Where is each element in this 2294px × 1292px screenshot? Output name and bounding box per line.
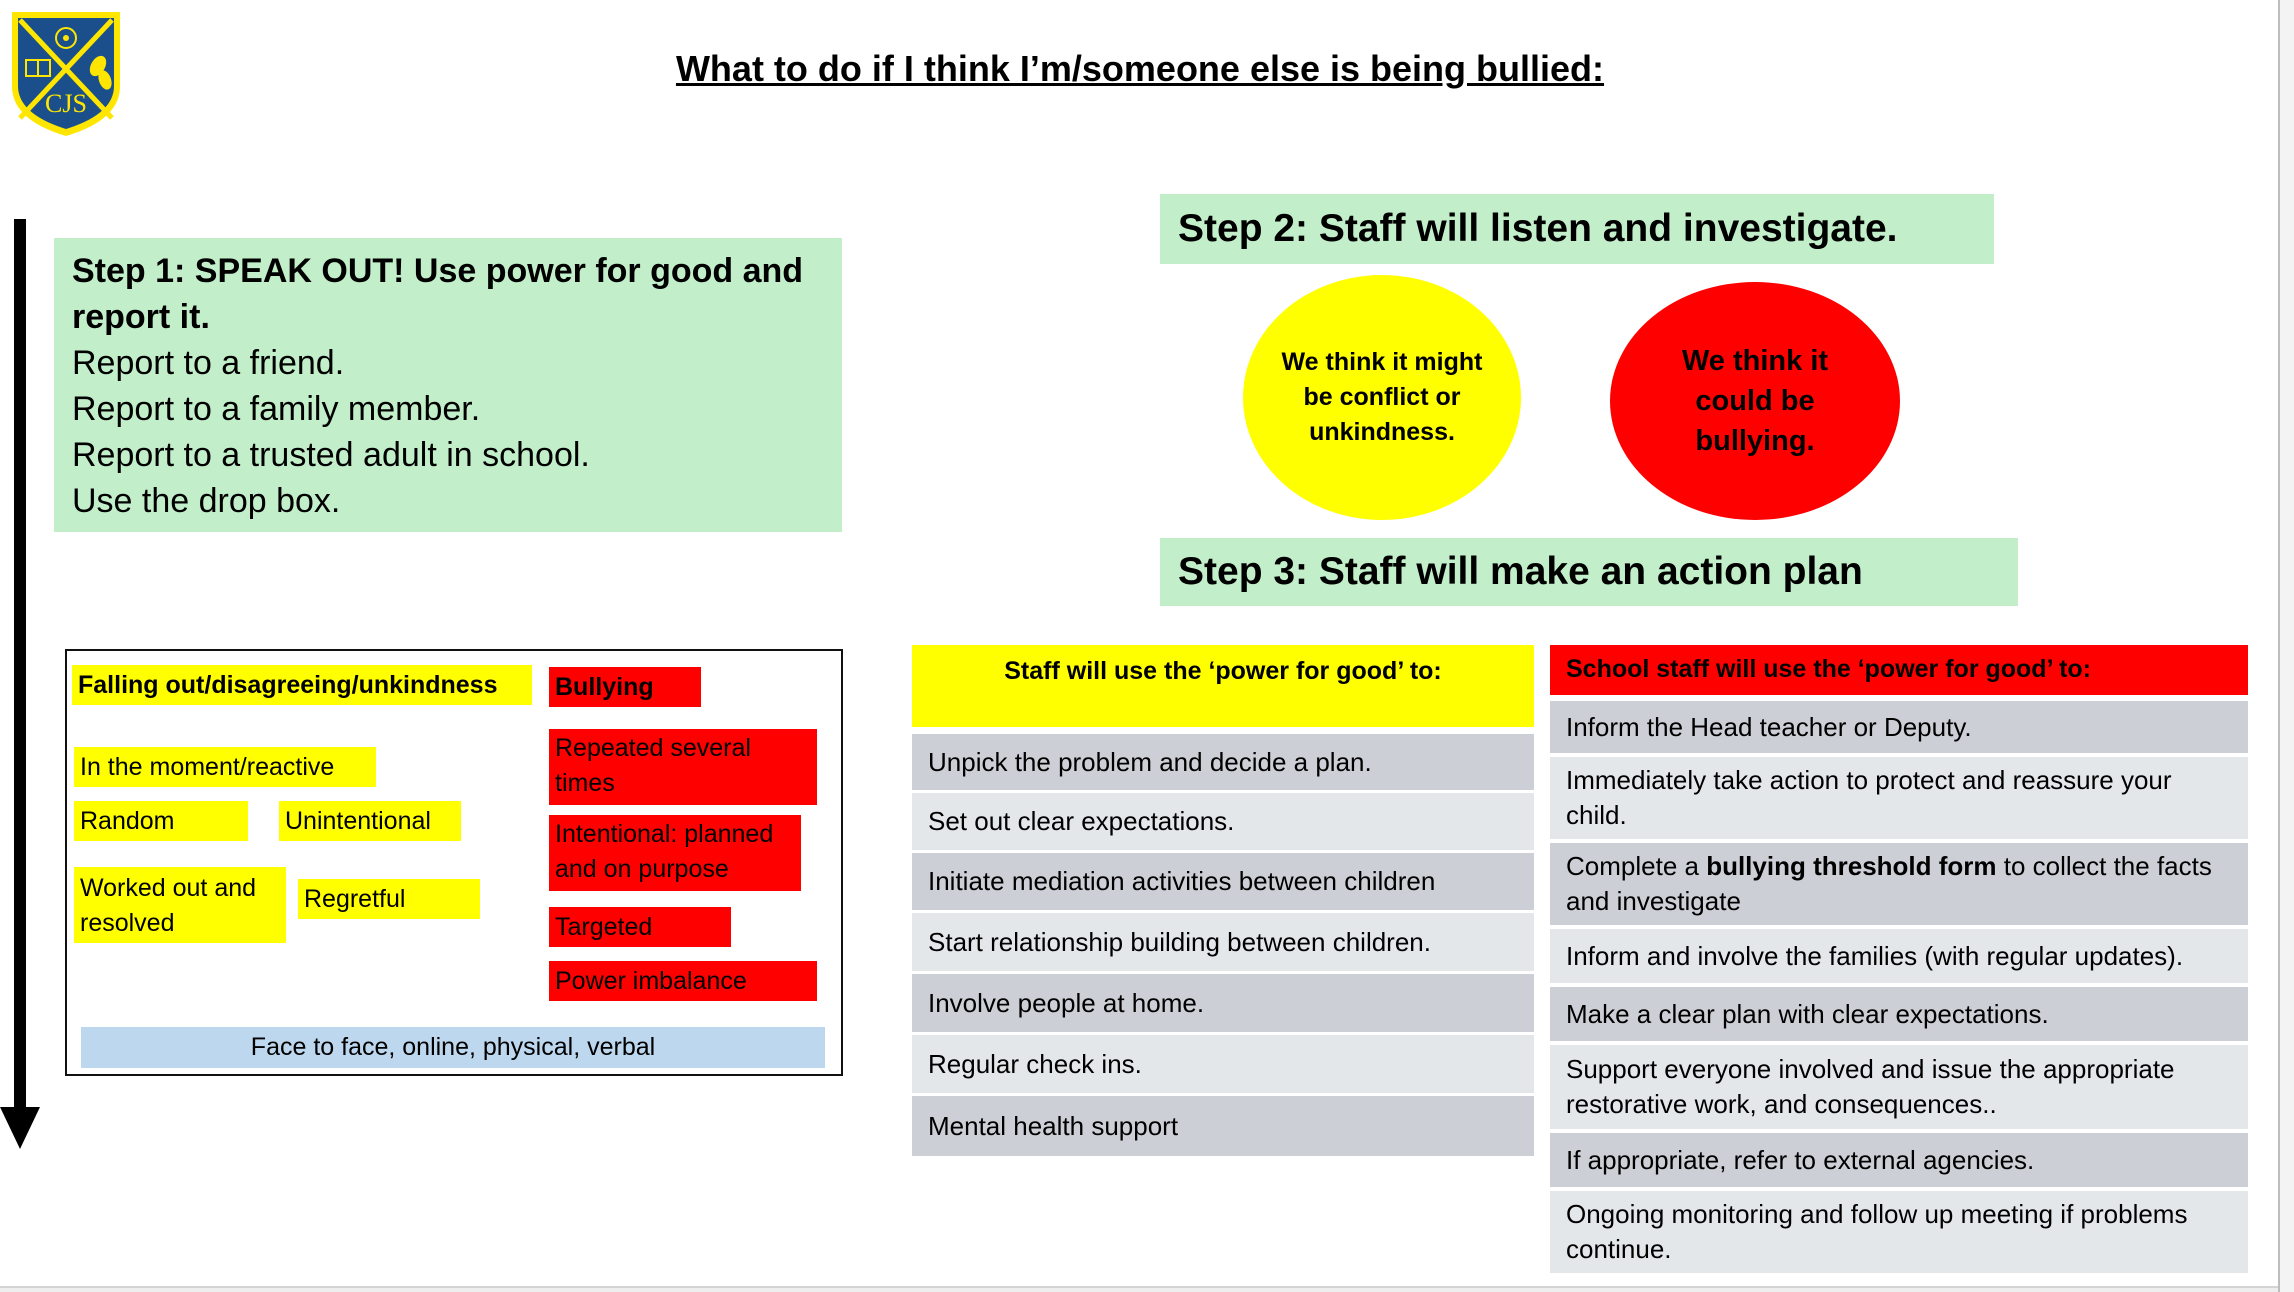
bullying-plan-row: Immediately take action to protect and reassure your child. [1550,757,2248,839]
conflict-trait: Random [74,801,248,841]
bullying-assessment-circle: We think it could be bullying. [1610,282,1900,520]
conflict-plan-row: Involve people at home. [912,974,1534,1032]
conflict-action-plan-table [912,645,1534,1181]
svg-text:CJS: CJS [45,89,87,118]
bullying-trait: Targeted [549,907,731,947]
bullying-plan-row: Support everyone involved and issue the appropriate restorative work, and consequences.. [1550,1045,2248,1129]
bullying-threshold-form-emphasis: bullying threshold form [1706,851,1997,881]
page-bottom-edge [0,1286,2278,1292]
step1-item: Report to a friend. [72,344,345,382]
conflict-trait: Unintentional [279,801,461,841]
step3-heading: Step 3: Staff will make an action plan [1160,538,2018,606]
step1-item: Report to a family member. [72,390,481,428]
bullying-heading: Bullying [549,667,701,707]
bullying-types-footer: Face to face, online, physical, verbal [81,1027,825,1068]
bullying-trait: Repeated several times [549,729,817,805]
conflict-trait: Regretful [298,879,480,919]
conflict-heading: Falling out/disagreeing/unkindness [72,665,532,705]
conflict-trait: In the moment/reactive [74,747,376,787]
conflict-trait: Worked out and resolved [74,867,286,943]
conflict-plan-row: Initiate mediation activities between children [912,853,1534,910]
step1-item: Use the drop box. [72,482,341,520]
bullying-plan-row: Inform and involve the families (with regular updates). [1550,929,2248,983]
bullying-trait: Power imbalance [549,961,817,1001]
page-title: What to do if I think I’m/someone else is being bullied: [675,48,1605,89]
step1-heading: Step 1: SPEAK OUT! Use power for good and report it. [72,252,804,336]
bullying-action-plan-table [1550,645,2248,1273]
flow-arrow-shaft [14,219,26,1114]
scrollbar-edge [2278,0,2294,1292]
bullying-plan-row: Ongoing monitoring and follow up meeting if problems continue. [1550,1191,2248,1273]
bullying-trait: Intentional: planned and on purpose [549,815,801,891]
bullying-plan-row [1550,843,2248,925]
conflict-plan-row: Unpick the problem and decide a plan. [912,734,1534,790]
conflict-plan-header: Staff will use the ‘power for good’ to: [912,645,1534,727]
bullying-plan-row: If appropriate, refer to external agencies. [1550,1133,2248,1187]
conflict-plan-row: Mental health support [912,1096,1534,1156]
step1-item: Report to a trusted adult in school. [72,436,590,474]
step1-panel [54,238,842,532]
row-text: Complete a [1566,851,1707,881]
conflict-plan-row: Set out clear expectations. [912,793,1534,850]
bullying-plan-row: Make a clear plan with clear expectations. [1550,987,2248,1041]
conflict-plan-row: Start relationship building between children. [912,913,1534,971]
conflict-vs-bullying-box [65,649,843,1076]
step2-heading: Step 2: Staff will listen and investigate. [1160,194,1994,264]
conflict-plan-row: Regular check ins. [912,1035,1534,1093]
bullying-plan-row: Inform the Head teacher or Deputy. [1550,701,2248,753]
down-arrow-icon [0,1107,40,1149]
conflict-assessment-circle: We think it might be conflict or unkindness. [1243,275,1521,520]
row-text: to collect the facts and investigate [1566,851,2212,916]
bullying-plan-header: School staff will use the ‘power for good’ to: [1550,645,2248,695]
